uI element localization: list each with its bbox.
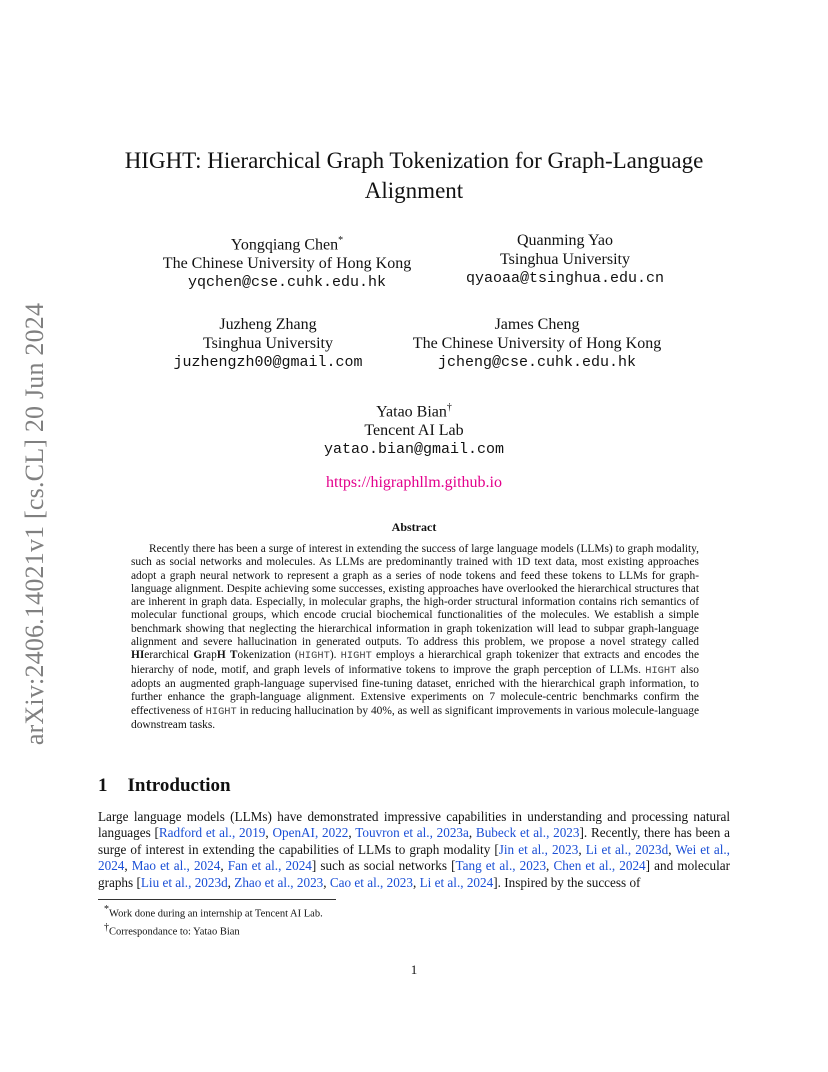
citation-link[interactable]: Jin et al., 2023: [498, 841, 579, 857]
author-name: Yatao Bian: [376, 403, 447, 421]
citation-link[interactable]: Liu et al., 2023d: [140, 874, 228, 890]
citation-link[interactable]: Wei et al., 2024: [98, 841, 730, 874]
citation-link[interactable]: Mao et al., 2024: [131, 858, 221, 874]
citation-link[interactable]: Chen et al., 2024: [553, 858, 646, 874]
author-affiliation: Tsinghua University: [500, 251, 630, 268]
author-block: [397, 315, 677, 372]
author-affiliation: The Chinese University of Hong Kong: [412, 335, 662, 352]
author-email[interactable]: qyaoaa@tsinghua.edu.cn: [465, 270, 665, 287]
author-affiliation: Tencent AI Lab: [364, 422, 464, 440]
citation-link[interactable]: Fan et al., 2024: [227, 858, 312, 874]
author-name: Yongqiang Chen: [230, 236, 339, 254]
citation-link[interactable]: Li et al., 2023d: [585, 841, 669, 857]
footnotes: [104, 903, 323, 939]
footnote: *Work done during an internship at Tencent AI Lab.: [104, 904, 323, 920]
author-footnote-mark: *: [338, 235, 344, 246]
author-email[interactable]: juzhengzh00@gmail.com: [173, 354, 363, 371]
abstract-text: Recently there has been a surge of interest in extending the success of large language models (LLMs) to graph modality, such as social networks and molecules. As LLMs are predominantly trained with 1D text data, most existing approaches adopt a graph neural network to represent a graph as a series of node tokens and feed these tokens to LLMs for graph-language alignment. Despite achieving some successes, existing approaches have overlooked the hierarchical structures that are inherent in graph data. Especially, in molecular graphs, the high-order structural information contains rich semantics of molecular functional groups, which encode crucial biochemical functionalities of the molecules. We establish a simple benchmark showing that neglecting the hierarchical information in graph tokenization will lead to subpar graph-language alignment and severe hallucination in generated outputs. To address this problem, we propose a novel strategy called HIerarchical GrapH Tokenization (HIGHT). HIGHT employs a hierarchical graph tokenizer that extracts and encodes the hierarchy of node, motif, and graph levels of informative tokens to improve the graph perception of LLMs. HIGHT also adopts an augmented graph-language supervised fine-tuning dataset, enriched with the hierarchical graph information, to further enhance the graph-language alignment. Extensive experiments on 7 molecule-centric benchmarks confirm the effectiveness of HIGHT in reducing hallucination by 40%, as well as significant improvements in various molecule-language downstream tasks.: [131, 543, 699, 731]
paper-title: HIGHT: Hierarchical Graph Tokenization for Graph-Language Alignment: [124, 148, 704, 203]
author-email[interactable]: jcheng@cse.cuhk.edu.hk: [437, 354, 637, 371]
author-block: [264, 398, 564, 459]
author-block: [420, 231, 710, 288]
author-block: [142, 231, 432, 292]
citation-link[interactable]: Bubeck et al., 2023: [475, 825, 580, 841]
project-page-link[interactable]: https://higraphllm.github.io: [326, 474, 502, 491]
citation-link[interactable]: Li et al., 2024: [419, 874, 494, 890]
author-footnote-mark: †: [446, 402, 452, 413]
author-email[interactable]: yatao.bian@gmail.com: [323, 441, 505, 459]
abstract-heading: Abstract: [391, 520, 437, 534]
author-affiliation: Tsinghua University: [203, 335, 333, 352]
author-affiliation: The Chinese University of Hong Kong: [162, 255, 412, 273]
section-heading-introduction: 1 Introduction: [98, 775, 231, 796]
citation-link[interactable]: Zhao et al., 2023: [234, 874, 324, 890]
citation-link[interactable]: Radford et al., 2019: [158, 825, 266, 841]
citation-link[interactable]: Touvron et al., 2023a: [355, 825, 469, 841]
author-name: James Cheng: [494, 316, 580, 333]
introduction-paragraph: Large language models (LLMs) have demonstrated impressive capabilities in understanding and processing natural languages [Radford et al., 2019, OpenAI, 2022, Touvron et al., 2023a, Bubeck et al., 2023]. Recently, there has been a surge of interest in extending the capabilities of LLMs to graph modality [Jin et al., 2023, Li et al., 2023d, Wei et al., 2024, Mao et al., 2024, Fan et al., 2024] such as social networks [Tang et al., 2023, Chen et al., 2024] and molecular graphs [Liu et al., 2023d, Zhao et al., 2023, Cao et al., 2023, Li et al., 2024]. Inspired by the success of: [98, 809, 731, 890]
footnote-divider: [98, 899, 336, 900]
citation-link[interactable]: Cao et al., 2023: [329, 874, 413, 890]
author-name: Juzheng Zhang: [219, 316, 317, 333]
arxiv-identifier-stamp: arXiv:2406.14021v1 [cs.CL] 20 Jun 2024: [20, 302, 49, 746]
author-email[interactable]: yqchen@cse.cuhk.edu.hk: [187, 274, 387, 292]
citation-link[interactable]: OpenAI, 2022: [272, 825, 349, 841]
author-name: Quanming Yao: [516, 232, 613, 249]
page-number: 1: [410, 962, 418, 977]
author-block: [128, 315, 408, 372]
citation-link[interactable]: Tang et al., 2023: [455, 858, 547, 874]
footnote: †Correspondance to: Yatao Bian: [104, 921, 240, 938]
